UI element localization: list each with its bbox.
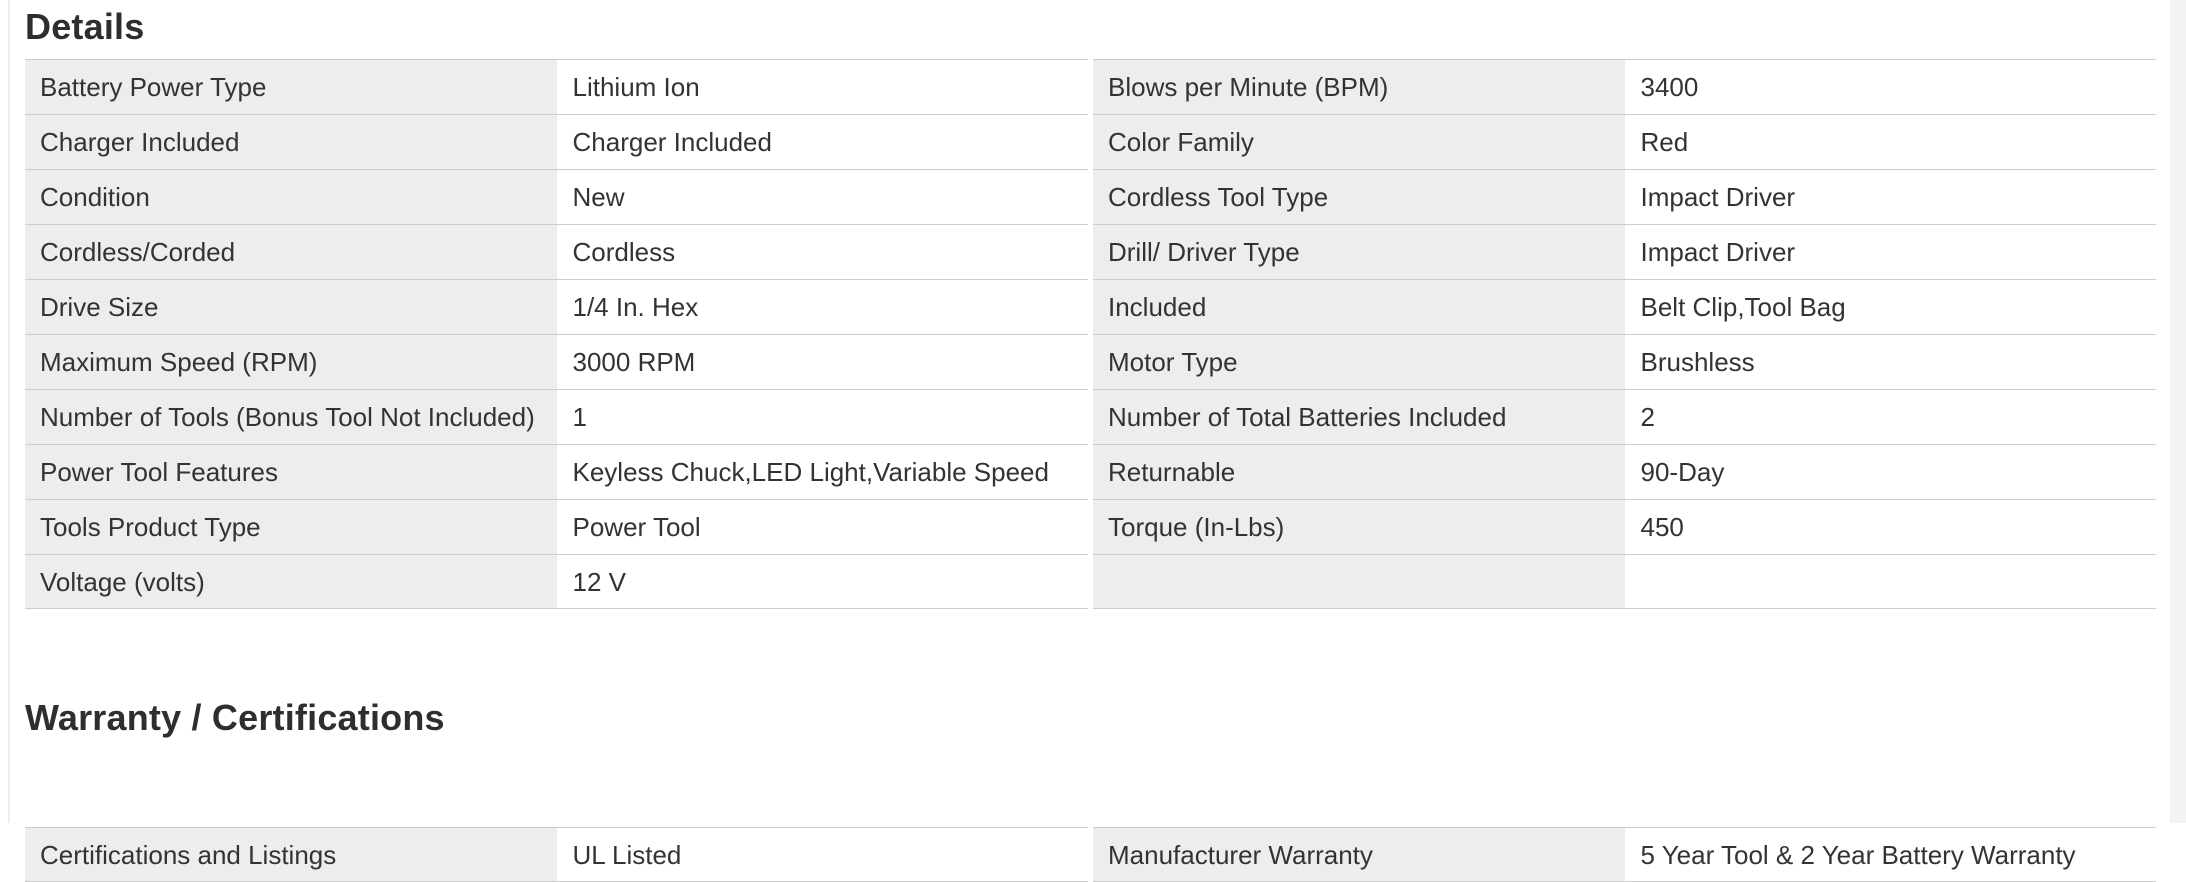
spec-row	[1093, 169, 2156, 224]
spec-value-cell: Power Tool	[557, 500, 1089, 554]
spec-label-cell: Torque (In-Lbs)	[1093, 500, 1625, 554]
spec-label-cell: Tools Product Type	[25, 500, 557, 554]
spec-row	[25, 499, 1088, 554]
spec-label-cell: Number of Total Batteries Included	[1093, 390, 1625, 444]
spec-value-cell: Belt Clip,Tool Bag	[1625, 280, 2157, 334]
details-table-left	[25, 59, 1088, 609]
spec-row	[25, 224, 1088, 279]
spec-row	[1093, 59, 2156, 114]
spec-label-cell: Certifications and Listings	[25, 828, 557, 881]
spec-row	[25, 444, 1088, 499]
spec-row	[25, 334, 1088, 389]
spec-value-cell: 12 V	[557, 555, 1089, 608]
spec-value-cell: Red	[1625, 115, 2157, 169]
spec-label-cell	[1093, 555, 1625, 608]
spec-label-cell: Drill/ Driver Type	[1093, 225, 1625, 279]
spec-value-cell: 1/4 In. Hex	[557, 280, 1089, 334]
spec-row	[1093, 224, 2156, 279]
spec-label-cell: Condition	[25, 170, 557, 224]
spec-value-cell: Charger Included	[557, 115, 1089, 169]
warranty-table-left	[25, 827, 1088, 882]
spec-value-cell: Brushless	[1625, 335, 2157, 389]
spec-label-cell: Cordless Tool Type	[1093, 170, 1625, 224]
spec-row	[1093, 279, 2156, 334]
spec-label-cell: Blows per Minute (BPM)	[1093, 60, 1625, 114]
spec-label-cell: Charger Included	[25, 115, 557, 169]
spec-label-cell: Voltage (volts)	[25, 555, 557, 608]
spec-value-cell: 5 Year Tool & 2 Year Battery Warranty	[1625, 828, 2157, 881]
spec-row	[25, 389, 1088, 444]
spec-row	[25, 169, 1088, 224]
spec-row	[1093, 827, 2156, 882]
spec-value-cell	[1625, 555, 2157, 608]
vertical-scrollbar-track[interactable]	[2170, 0, 2186, 823]
spec-row	[25, 59, 1088, 114]
spec-label-cell: Manufacturer Warranty	[1093, 828, 1625, 881]
specifications-content	[25, 0, 2156, 882]
spec-label-cell: Maximum Speed (RPM)	[25, 335, 557, 389]
spec-value-cell: Lithium Ion	[557, 60, 1089, 114]
spec-label-cell: Cordless/Corded	[25, 225, 557, 279]
spec-label-cell: Drive Size	[25, 280, 557, 334]
spec-row	[1093, 334, 2156, 389]
spec-value-cell: New	[557, 170, 1089, 224]
spec-label-cell: Battery Power Type	[25, 60, 557, 114]
spec-row	[25, 554, 1088, 609]
spec-label-cell: Number of Tools (Bonus Tool Not Included)	[25, 390, 557, 444]
warranty-section-title: Warranty / Certifications	[25, 697, 445, 738]
spec-label-cell: Returnable	[1093, 445, 1625, 499]
details-spec-tables	[25, 59, 2156, 609]
spec-row	[1093, 389, 2156, 444]
warranty-table-right	[1093, 827, 2156, 882]
spec-row	[25, 827, 1088, 882]
spec-row	[25, 114, 1088, 169]
content-left-border	[8, 0, 10, 823]
spec-value-cell: UL Listed	[557, 828, 1089, 881]
spec-label-cell: Motor Type	[1093, 335, 1625, 389]
warranty-spec-tables	[25, 827, 2156, 882]
details-table-right	[1093, 59, 2156, 609]
spec-row	[1093, 114, 2156, 169]
spec-label-cell: Power Tool Features	[25, 445, 557, 499]
spec-row	[1093, 444, 2156, 499]
details-section-header	[25, 0, 2156, 54]
spec-value-cell: 3400	[1625, 60, 2157, 114]
spec-value-cell: 90-Day	[1625, 445, 2157, 499]
details-section-title: Details	[25, 6, 145, 47]
spec-row	[25, 279, 1088, 334]
spec-value-cell: Cordless	[557, 225, 1089, 279]
spec-value-cell: Impact Driver	[1625, 225, 2157, 279]
spec-value-cell: 1	[557, 390, 1089, 444]
spec-value-cell: Impact Driver	[1625, 170, 2157, 224]
spec-value-cell: 2	[1625, 390, 2157, 444]
warranty-section-header	[25, 609, 2156, 827]
spec-label-cell: Included	[1093, 280, 1625, 334]
spec-value-cell: 3000 RPM	[557, 335, 1089, 389]
spec-value-cell: Keyless Chuck,LED Light,Variable Speed	[557, 445, 1089, 499]
spec-label-cell: Color Family	[1093, 115, 1625, 169]
spec-row	[1093, 499, 2156, 554]
spec-row	[1093, 554, 2156, 609]
spec-value-cell: 450	[1625, 500, 2157, 554]
